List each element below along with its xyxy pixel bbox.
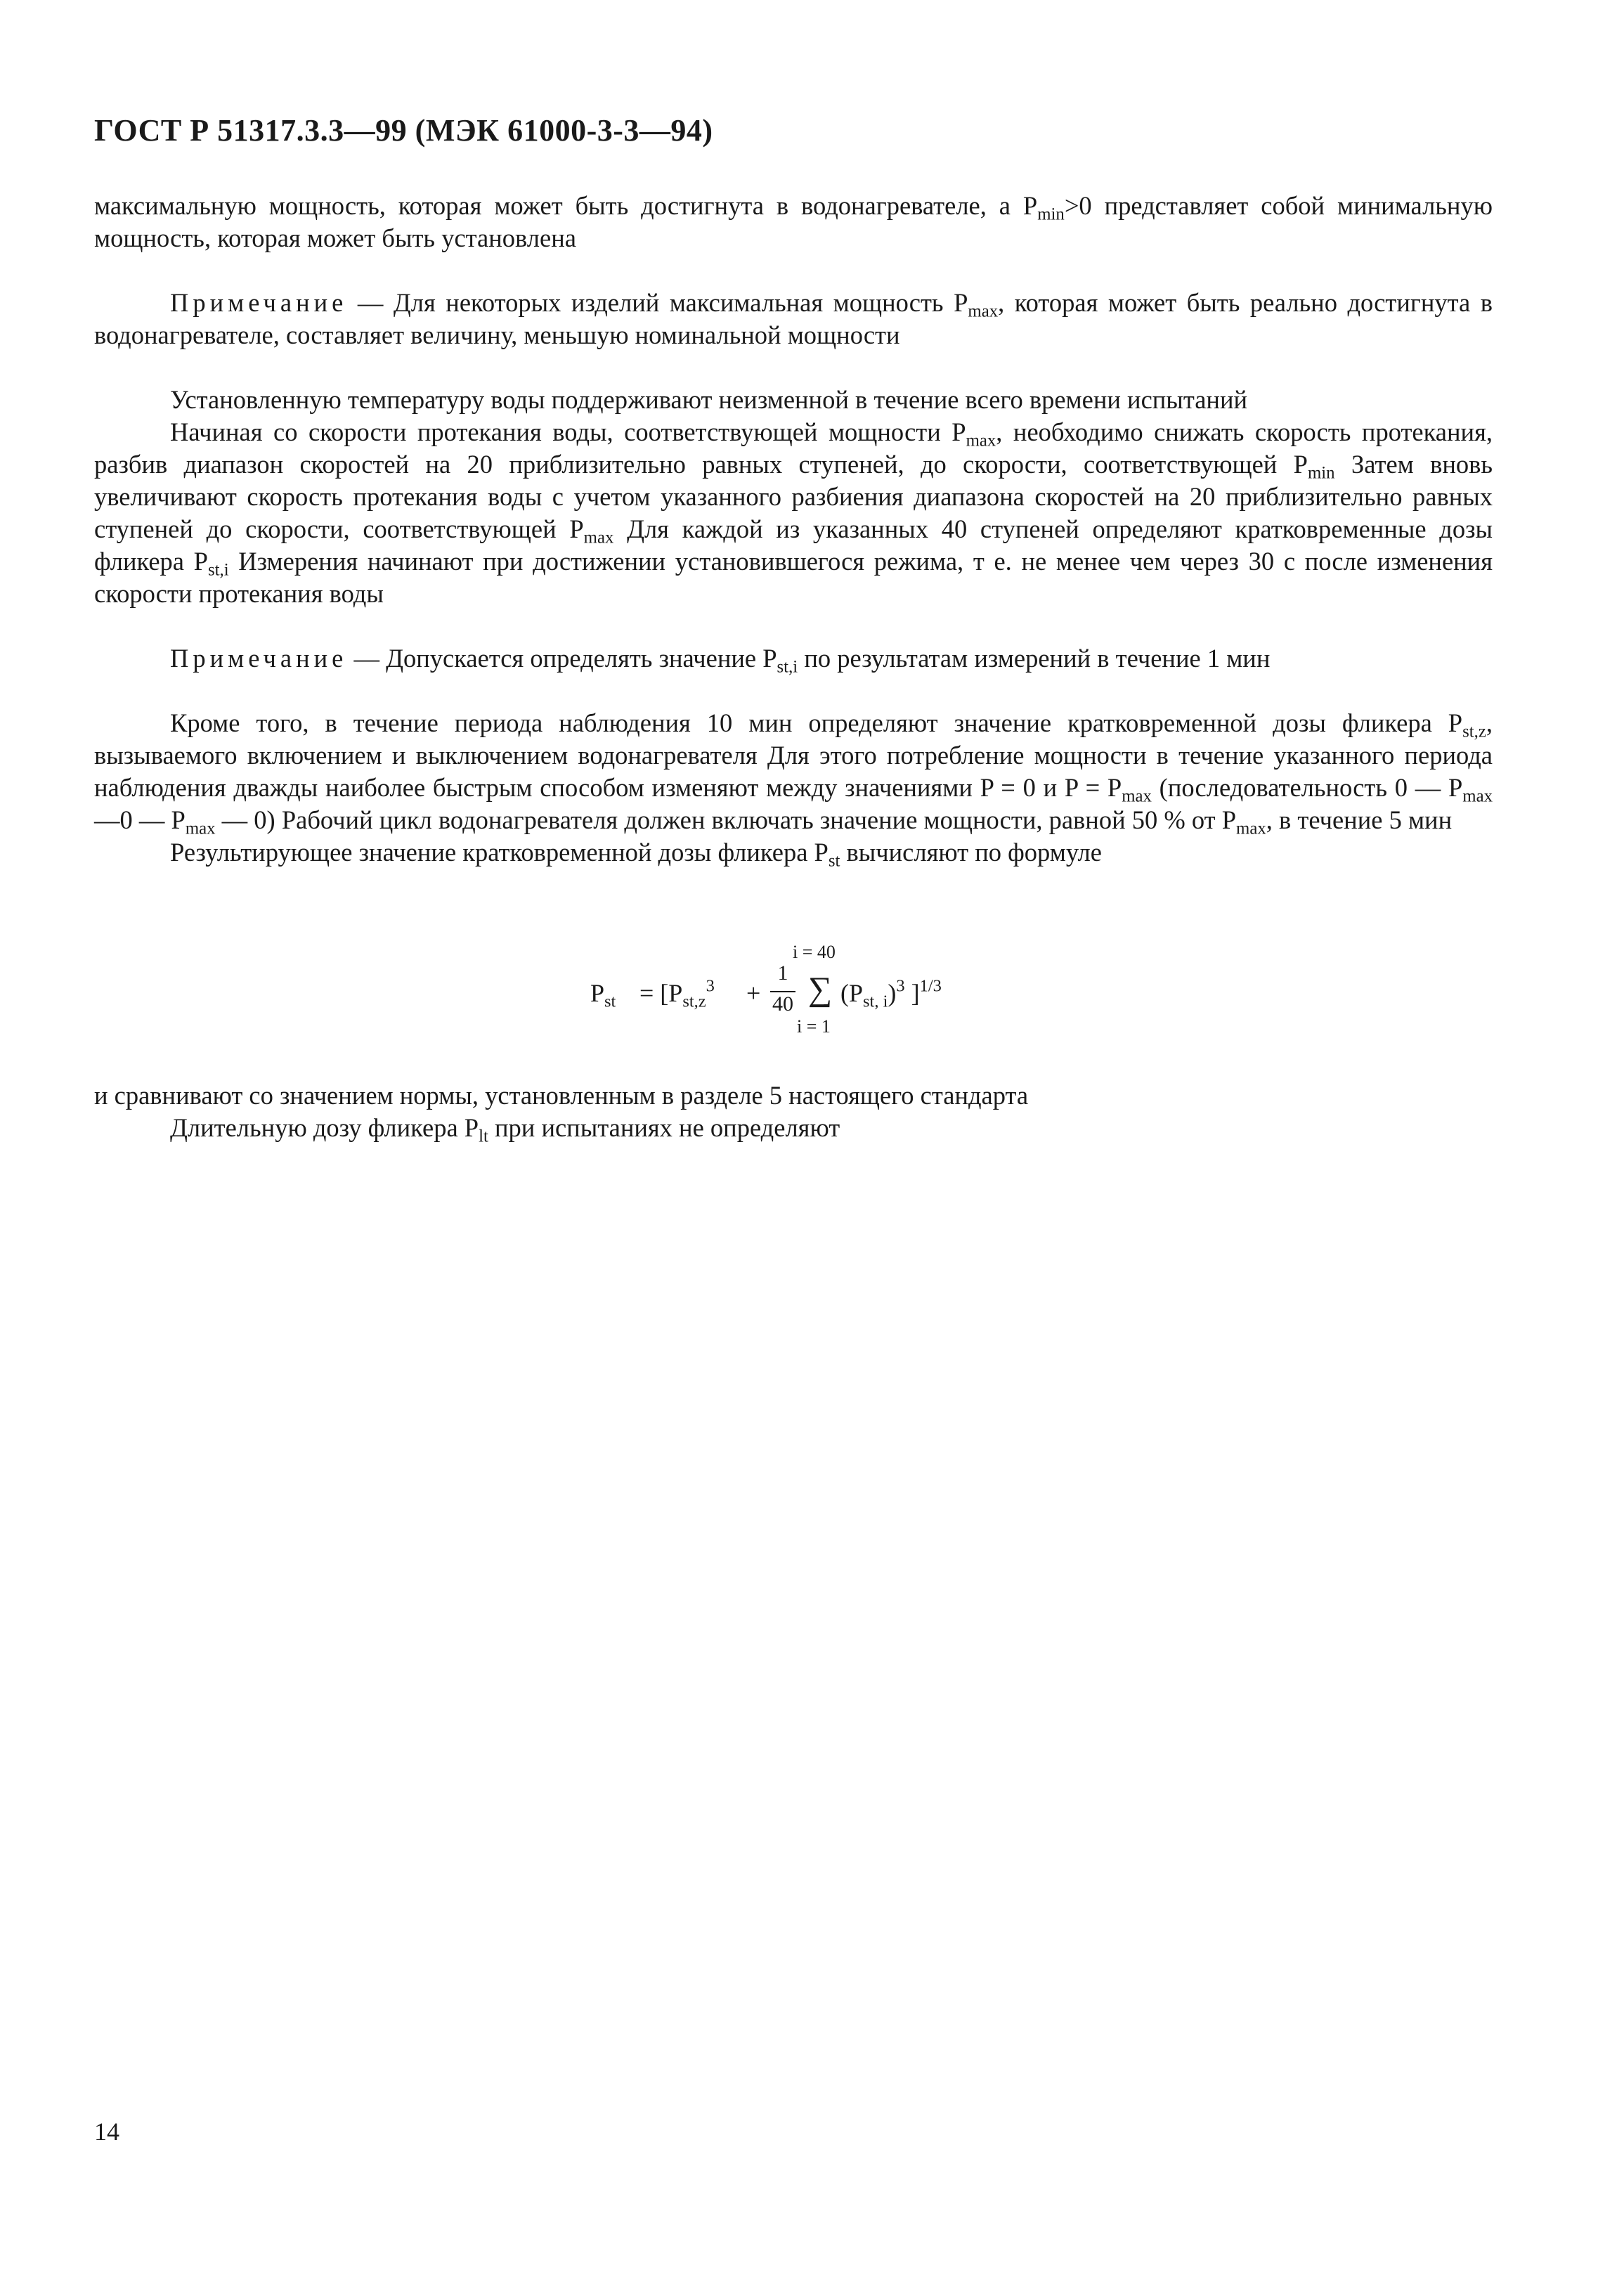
- paragraph-long-term: [94, 1112, 1493, 1144]
- formula-superscript: 3: [896, 976, 905, 996]
- paragraph-observation: [94, 707, 1493, 836]
- subscript: max: [968, 301, 999, 321]
- paragraph-continuation: [94, 190, 1493, 254]
- document-body-after-formula: [94, 1079, 1493, 1144]
- formula-text: ): [888, 979, 897, 1007]
- text-run: Для каждой из указанных 40 ступеней определяют кратковременные дозы фликера P: [94, 514, 1493, 576]
- text-run: (последовательность 0 — P: [1151, 773, 1463, 802]
- text-run: , необходимо снижать скорость протекания, разбив диапазон скоростей на 20 приблизительно равных ступеней, до скорости, соответствующей P: [94, 417, 1493, 479]
- formula-text: ]: [904, 979, 920, 1007]
- subscript: st,i: [207, 560, 229, 580]
- note-label: Примечание: [170, 644, 348, 673]
- formula-text: = [P: [639, 979, 683, 1007]
- paragraph-compare: и сравнивают со значением нормы, установленным в разделе 5 настоящего стандарта: [94, 1081, 1029, 1110]
- paragraph-flow-steps: [94, 416, 1493, 610]
- subscript: max: [583, 528, 614, 547]
- text-run: , в течение 5 мин: [1266, 805, 1453, 834]
- note-2: [94, 642, 1493, 675]
- formula-text: P: [590, 979, 605, 1007]
- formula-superscript: 1/3: [919, 976, 942, 996]
- text-run: , которая может быть реально достигнута в водонагревателе, составляет величину, меньшую номинальной мощности: [94, 288, 1493, 349]
- subscript: st: [828, 851, 840, 871]
- subscript: max: [1122, 786, 1152, 806]
- text-run: по результатам измерений в течение 1 мин: [798, 644, 1271, 673]
- text-run: максимальную мощность, которая может быть достигнута в водонагревателе, а P: [94, 191, 1038, 220]
- paragraph-formula-intro: [94, 836, 1493, 869]
- formula-subscript: st: [604, 992, 616, 1011]
- text-run: Затем вновь увеличивают скорость протекания воды с учетом указанного разбиения диапазона скоростей на 20 приблизительно равных ступеней до скорости, соответствующей P: [94, 450, 1493, 543]
- text-run: Измерения начинают при достижении установившегося режима, т е. не менее чем через 30 с после изменения скорости протекания воды: [94, 547, 1493, 608]
- text-run: >0 представляет собой минимальную мощность, которая может быть установлена: [94, 191, 1493, 252]
- subscript: min: [1307, 463, 1335, 483]
- text-run: — 0) Рабочий цикл водонагревателя должен включать значение мощности, равной 50 % от P: [215, 805, 1237, 834]
- subscript: max: [1236, 819, 1266, 838]
- formula-inner: [840, 976, 942, 1011]
- formula: [590, 942, 1082, 1054]
- formula-plus: +: [746, 979, 761, 1007]
- text-run: Кроме того, в течение периода наблюдения 10 мин определяют значение кратковременной дозы фликера P: [170, 708, 1463, 737]
- text-run: Длительную дозу фликера P: [170, 1113, 479, 1142]
- fraction-numerator: 1: [777, 961, 788, 985]
- paragraph-temperature: Установленную температуру воды поддерживают неизменной в течение всего времени испытаний: [170, 385, 1248, 414]
- sum-upper-limit: i = 40: [793, 942, 836, 962]
- note-label: Примечание: [170, 288, 348, 317]
- page-number: 14: [94, 2117, 119, 2146]
- text-run: — Допускается определять значение P: [347, 644, 777, 673]
- text-run: Начиная со скорости протекания воды, соответствующей мощности P: [170, 417, 966, 446]
- document-header: ГОСТ Р 51317.3.3—99 (МЭК 61000-3-3—94): [94, 113, 713, 148]
- text-run: Результирующее значение кратковременной дозы фликера P: [170, 838, 829, 867]
- formula-text: (P: [840, 979, 864, 1007]
- text-run: —0 — P: [94, 805, 186, 834]
- sum-lower-limit: i = 1: [797, 1016, 831, 1037]
- subscript: st,i: [777, 657, 798, 677]
- subscript: lt: [479, 1127, 488, 1146]
- formula-lhs: [590, 978, 616, 1011]
- subscript: min: [1037, 205, 1065, 224]
- text-run: , вызываемого включением и выключением водонагревателя Для этого потребление мощности в течение указанного периода наблюдения дважды наиболее быстрым способом изменяют между значениями P = 0 и P = P: [94, 708, 1493, 802]
- formula-term: [639, 976, 715, 1011]
- sum-symbol: ∑: [808, 971, 833, 1008]
- text-run: — Для некоторых изделий максимальная мощность P: [347, 288, 968, 317]
- text-run: вычисляют по формуле: [840, 838, 1102, 867]
- subscript: max: [185, 819, 216, 838]
- formula-subscript: st, i: [863, 992, 888, 1011]
- fraction-denominator: 40: [772, 992, 793, 1016]
- document-body: [94, 190, 1493, 869]
- formula-superscript: 3: [706, 976, 715, 996]
- subscript: st,z: [1462, 722, 1486, 741]
- formula-subscript: st,z: [682, 992, 706, 1011]
- note-1: [94, 287, 1493, 351]
- subscript: max: [966, 431, 996, 450]
- subscript: max: [1462, 786, 1493, 806]
- text-run: при испытаниях не определяют: [488, 1113, 840, 1142]
